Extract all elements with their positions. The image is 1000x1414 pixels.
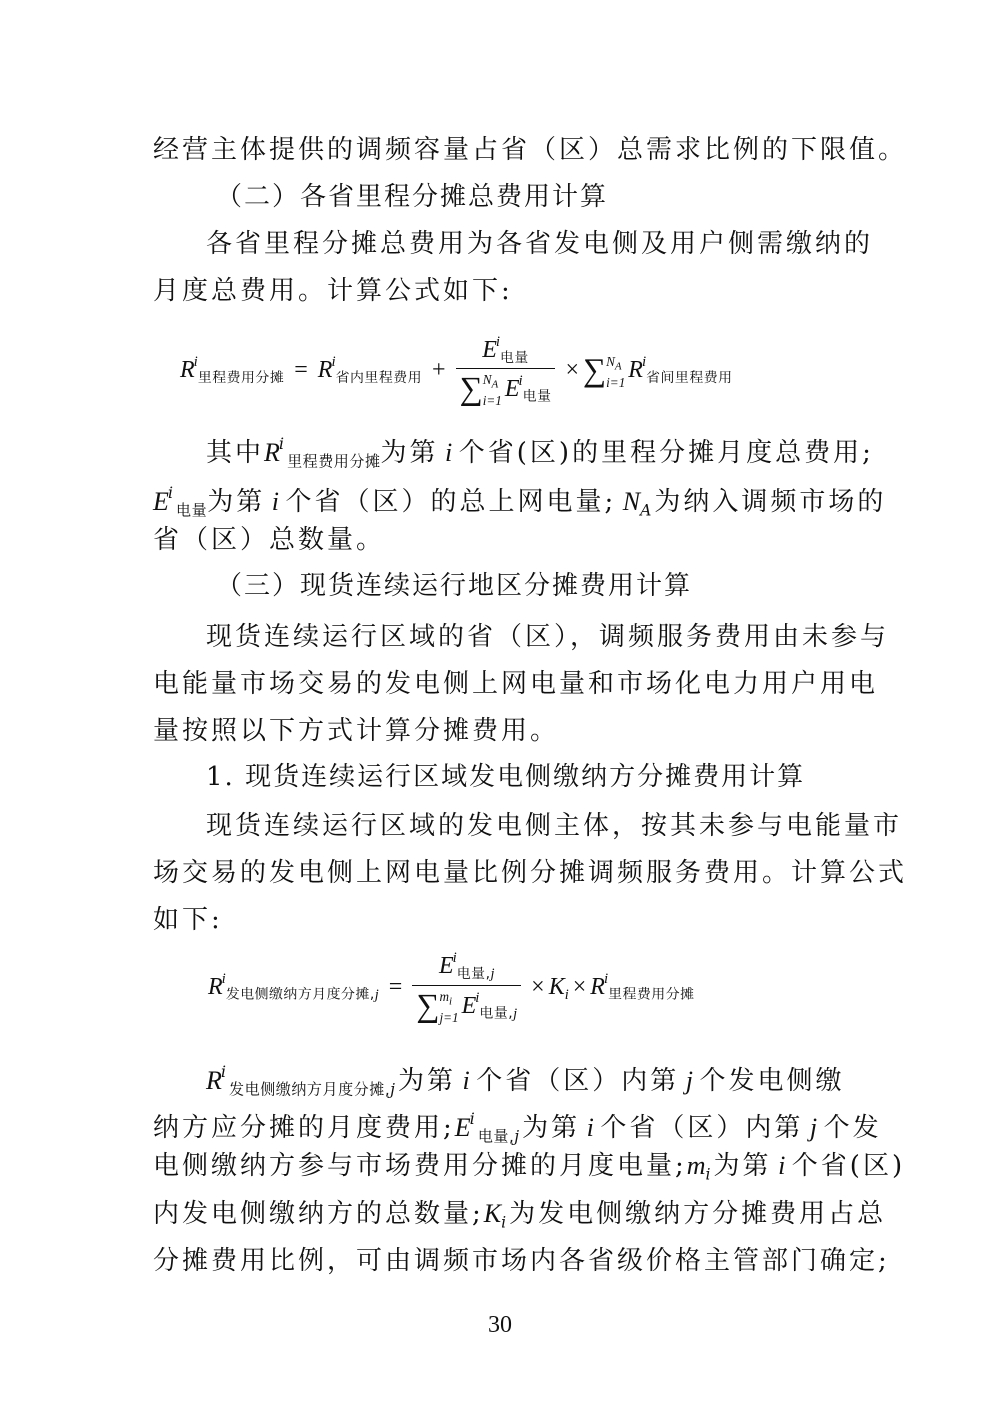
paragraph-line: 月度总费用。计算公式如下: [153, 276, 513, 306]
page-number: 30 [488, 1312, 512, 1338]
paragraph-line: 各省里程分摊总费用为各省发电侧及用户侧需缴纳的 [206, 229, 874, 259]
paragraph-line: 如下: [153, 905, 223, 935]
paragraph-line: $R^i_{发电侧缴纳方月度分摊,j}$为第 i 个省（区）内第 j 个发电侧缴 [206, 1062, 845, 1099]
paragraph-line: 内发电侧缴纳方的总数量$;K_i$为发电侧缴纳方分摊费用占总 [153, 1199, 887, 1232]
section-heading-3: （三）现货连续运行地区分摊费用计算 [216, 571, 693, 601]
paragraph-line: 纳方应分摊的月度费用$;E^i_{电量,j}$为第 i 个省（区）内第 j 个发 [153, 1109, 882, 1146]
paragraph-line: 现货连续运行区域的省（区），调频服务费用由未参与 [206, 622, 890, 652]
paragraph-line: 场交易的发电侧上网电量比例分摊调频服务费用。计算公式 [153, 858, 908, 888]
paragraph-line: 量按照以下方式计算分摊费用。 [153, 716, 560, 746]
subsection-heading-1: 1. 现货连续运行区域发电侧缴纳方分摊费用计算 [206, 762, 806, 792]
formula-generator-side-cost: $R^i_{发电侧缴纳方月度分摊,j}$ = $E^i_{电量,j}$ $\sum m_i$ j=1 $E^i_{电量,j}$ × $K_i \times R^i_{里程费用分摊}$ [208, 950, 695, 1026]
paragraph-line: 电侧缴纳方参与市场费用分摊的月度电量$;m_i$为第 i 个省(区) [153, 1151, 906, 1184]
paragraph-line: 其中$R^i_{里程费用分摊}$为第 i 个省(区)的里程分摊月度总费用; [206, 434, 874, 471]
paragraph-line: 现货连续运行区域的发电侧主体，按其未参与电能量市 [206, 811, 903, 841]
paragraph-line: 省（区）总数量。 [153, 525, 386, 555]
paragraph-line: 经营主体提供的调频容量占省（区）总需求比例的下限值。 [153, 135, 908, 165]
formula-mileage-total-cost: $R^i_{里程费用分摊} = R^i_{省内里程费用}$ + $E^i_{电量}$ $\sum N_A$ i=1 $E^i_{电量}$ × $\sum N_A$ i=1 $R^i_{省间里程费用}$ [180, 334, 733, 409]
paragraph-line: 电能量市场交易的发电侧上网电量和市场化电力用户用电 [153, 669, 879, 699]
paragraph-line: $E^i_{电量}$为第 i 个省（区）的总上网电量; $N_A$为纳入调频市场的 [153, 483, 887, 520]
paragraph-line: 分摊费用比例，可由调频市场内各省级价格主管部门确定; [153, 1246, 890, 1276]
section-heading-2: （二）各省里程分摊总费用计算 [216, 182, 609, 212]
